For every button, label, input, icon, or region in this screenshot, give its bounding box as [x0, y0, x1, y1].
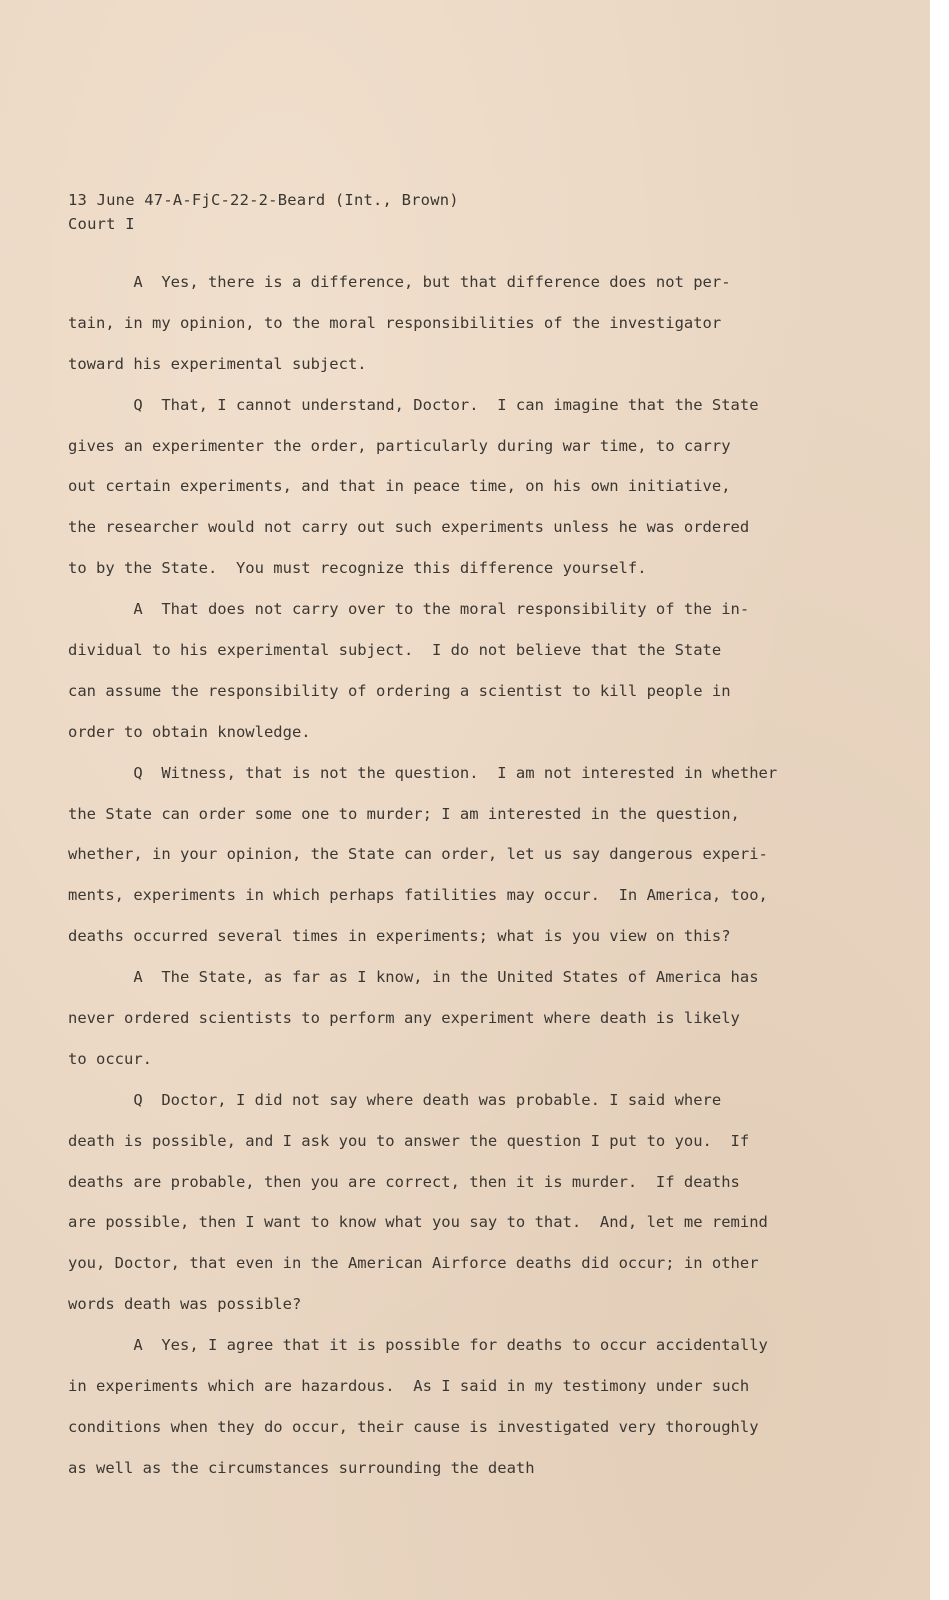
transcript-line: ments, experiments in which perhaps fatilities may occur. In America, too, — [68, 886, 768, 905]
transcript-line: tain, in my opinion, to the moral responsibilities of the investigator — [68, 313, 722, 332]
document-header — [68, 188, 459, 236]
transcript-line: can assume the responsibility of ordering a scientist to kill people in — [68, 681, 731, 700]
transcript-line: Q Witness, that is not the question. I am not interested in whether — [68, 763, 778, 782]
transcript-line: A Yes, there is a difference, but that difference does not per- — [68, 273, 731, 291]
transcript-line: Q Doctor, I did not say where death was probable. I said where — [68, 1090, 722, 1109]
transcript-line: the State can order some one to murder; I am interested in the question, — [68, 804, 740, 823]
transcript-line: you, Doctor, that even in the American Airforce deaths did occur; in other — [68, 1254, 759, 1273]
transcript-line: death is possible, and I ask you to answer the question I put to you. If — [68, 1131, 750, 1150]
header-court-line: Court I — [68, 215, 135, 233]
page-margin — [930, 0, 949, 1600]
transcript-line: dividual to his experimental subject. I do not believe that the State — [68, 641, 722, 660]
transcript-line: A That does not carry over to the moral responsibility of the in- — [68, 600, 750, 619]
transcript-line: to occur. — [68, 1049, 152, 1068]
transcript-line: the researcher would not carry out such experiments unless he was ordered — [68, 518, 750, 537]
transcript-line: as well as the circumstances surrounding the death — [68, 1458, 535, 1477]
transcript-line: out certain experiments, and that in peace time, on his own initiative, — [68, 477, 731, 496]
transcript-line: Q That, I cannot understand, Doctor. I can imagine that the State — [68, 395, 759, 414]
transcript-line: conditions when they do occur, their cause is investigated very thoroughly — [68, 1417, 759, 1436]
transcript-line: A The State, as far as I know, in the United States of America has — [68, 968, 759, 987]
transcript-line: whether, in your opinion, the State can order, let us say dangerous experi- — [68, 845, 768, 864]
header-date-line: 13 June 47-A-FjC-22-2-Beard (Int., Brown) — [68, 191, 459, 209]
transcript-line: are possible, then I want to know what you say to that. And, let me remind — [68, 1213, 768, 1232]
transcript-line: toward his experimental subject. — [68, 354, 367, 373]
transcript-line: gives an experimenter the order, particularly during war time, to carry — [68, 436, 731, 455]
transcript-line: deaths are probable, then you are correct, then it is murder. If deaths — [68, 1172, 740, 1191]
transcript-line: never ordered scientists to perform any experiment where death is likely — [68, 1009, 740, 1028]
transcript-line: order to obtain knowledge. — [68, 722, 311, 741]
transcript-line: words death was possible? — [68, 1295, 302, 1314]
transcript-body — [68, 262, 858, 1489]
transcript-line: A Yes, I agree that it is possible for deaths to occur accidentally — [68, 1336, 768, 1355]
transcript-line: in experiments which are hazardous. As I said in my testimony under such — [68, 1377, 750, 1396]
transcript-line: to by the State. You must recognize this difference yourself. — [68, 559, 647, 578]
transcript-line: deaths occurred several times in experiments; what is you view on this? — [68, 927, 731, 946]
